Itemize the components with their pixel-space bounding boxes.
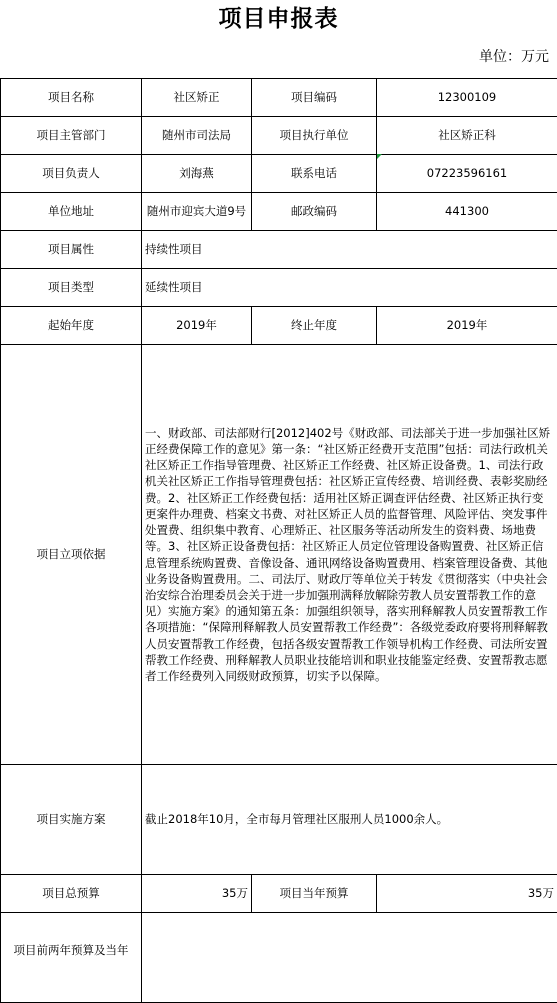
table-row [1, 345, 557, 765]
start-year-label: 起始年度 [1, 307, 142, 345]
total-budget-label: 项目总预算 [1, 875, 142, 913]
owner-label: 项目负责人 [1, 155, 142, 193]
owner-value: 刘海燕 [142, 155, 252, 193]
type-label: 项目类型 [1, 269, 142, 307]
table-row [1, 269, 557, 307]
table-row [1, 307, 557, 345]
year-budget-label: 项目当年预算 [252, 875, 377, 913]
total-budget-value: 35万 [142, 875, 252, 913]
dept-label: 项目主管部门 [1, 117, 142, 155]
address-value: 随州市迎宾大道9号 [142, 193, 252, 231]
attribute-label: 项目属性 [1, 231, 142, 269]
plan-label: 项目实施方案 [1, 765, 142, 875]
phone-label: 联系电话 [252, 155, 377, 193]
zip-label: 邮政编码 [252, 193, 377, 231]
end-year-label: 终止年度 [252, 307, 377, 345]
project-name-label: 项目名称 [1, 79, 142, 117]
phone-value: 07223596161 [377, 155, 557, 193]
table-row [1, 765, 557, 875]
prev-budget-value [142, 913, 557, 1003]
basis-value: 一、财政部、司法部财行[2012]402号《财政部、司法部关于进一步加强社区矫正经费保障工作的意见》第一条：“社区矫正经费开支范围”包括：司法行政机关社区矫正工作指导管理费、社区矫正工作经费、社区矫正设备费。1、司法行政机关社区矫正工作指导管理费包括：社区矫正宣传经费、培训经费、表彰奖励经费。2、社区矫正工作经费包括：适用社区矫正调查评估经费、社区矫正执行变更案件办理费、档案文书费、对社区矫正人员的监督管理、风险评估、突发事件处置费、组织集中教育、心理矫正、社区服务等活动所发生的资料费、场地费等。3、社区矫正设备费包括：社区矫正人员定位管理设备购置费、社区矫正信息管理系统购置费、音像设备、通讯网络设备购置费用、档案管理设备费、其他业务设备购置费用。二、司法厅、财政厅等单位关于转发《贯彻落实（中央社会治安综合治理委员会关于进一步加强刑满释放解除劳教人员安置帮教工作的意见）实施方案》的通知第五条：加强组织领导，落实刑释解教人员安置帮教工作各项措施：“保障刑释解教人员安置帮教工作经费”：各级党委政府要将刑释解教人员安置帮教工作经费，包括各级安置帮教工作领导机构工作经费、司法所安置帮教工作经费、刑释解教人员职业技能培训和职业技能鉴定经费、安置帮教志愿者工作经费列入同级财政预算，切实予以保障。 [142, 345, 557, 765]
table-row [1, 913, 557, 1003]
table-row [1, 231, 557, 269]
project-application-table [0, 78, 557, 1003]
project-code-value: 12300109 [377, 79, 557, 117]
table-row [1, 193, 557, 231]
table-row [1, 155, 557, 193]
zip-value: 441300 [377, 193, 557, 231]
basis-label: 项目立项依据 [1, 345, 142, 765]
address-label: 单位地址 [1, 193, 142, 231]
table-row [1, 875, 557, 913]
project-code-label: 项目编码 [252, 79, 377, 117]
table-row [1, 79, 557, 117]
table-row [1, 117, 557, 155]
start-year-value: 2019年 [142, 307, 252, 345]
type-value: 延续性项目 [142, 269, 557, 307]
prev-budget-label: 项目前两年预算及当年 [1, 913, 142, 1003]
exec-unit-label: 项目执行单位 [252, 117, 377, 155]
cell-comment-marker [377, 154, 382, 159]
attribute-value: 持续性项目 [142, 231, 557, 269]
end-year-value: 2019年 [377, 307, 557, 345]
project-name-value: 社区矫正 [142, 79, 252, 117]
year-budget-value: 35万 [377, 875, 557, 913]
exec-unit-value: 社区矫正科 [377, 117, 557, 155]
plan-value: 截止2018年10月，全市每月管理社区服刑人员1000余人。 [142, 765, 557, 875]
dept-value: 随州市司法局 [142, 117, 252, 155]
unit-label: 单位：万元 [479, 47, 549, 67]
form-title: 项目申报表 [0, 2, 557, 36]
